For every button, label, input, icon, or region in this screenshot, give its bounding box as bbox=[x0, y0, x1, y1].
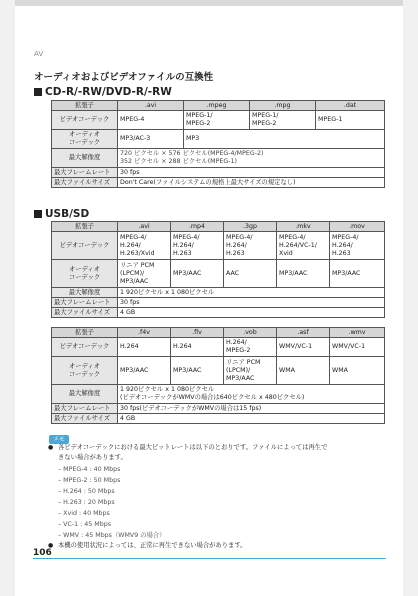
cell: MP3/AAC bbox=[118, 357, 171, 385]
memo-line-1: 各ビデオコーデックにおける最大ビットレートは以下のとおりです。ファイルによっては再生で bbox=[58, 444, 328, 451]
usb-heading-text: USB/SD bbox=[45, 208, 90, 220]
header-ext: 拡張子 bbox=[52, 101, 118, 111]
cd-heading-text: CD-R/-RW/DVD-R/-RW bbox=[45, 86, 172, 98]
header-cell: .f4v bbox=[118, 328, 171, 338]
header-cell: .vob bbox=[224, 328, 277, 338]
cell: MPEG-4 bbox=[118, 111, 184, 130]
row-label: 最大ファイルサイズ bbox=[52, 178, 118, 188]
header-ext: 拡張子 bbox=[52, 222, 118, 232]
cell: 1 920ピクセル x 1 080ピクセル bbox=[118, 288, 385, 298]
cell: H.264 bbox=[171, 338, 224, 357]
cell: 30 fps bbox=[118, 298, 385, 308]
memo-last-line: 本機の使用状況によっては、正常に再生できない場合があります。 bbox=[58, 542, 247, 549]
memo-badge: メモ bbox=[49, 435, 69, 444]
cell: 1 920ピクセル x 1 080ピクセル (ビデオコーデックがWMVの場合は640ピクセル x 480ピクセル) bbox=[118, 385, 385, 404]
cd-heading bbox=[34, 86, 172, 98]
bullet-icon: ● bbox=[48, 542, 54, 549]
cell: 720 ピクセル × 576 ピクセル(MPEG-4/MPEG-2) 352 ピクセル × 288 ピクセル(MPEG-1) bbox=[118, 149, 385, 168]
cell: MPEG-1/ MPEG-2 bbox=[250, 111, 316, 130]
rate-item: – VC-1 : 45 Mbps bbox=[58, 521, 111, 528]
cell: H.264/ MPEG-2 bbox=[224, 338, 277, 357]
cell: MP3/AAC bbox=[171, 357, 224, 385]
cell: MPEG-4/ H.264/ H.263/Xvid bbox=[118, 232, 171, 260]
cell: 4 GB bbox=[118, 414, 385, 424]
row-label: 最大フレームレート bbox=[52, 404, 118, 414]
cell: MPEG-4/ H.264/ H.263 bbox=[171, 232, 224, 260]
cell: MPEG-4/ H.264/VC-1/ Xvid bbox=[277, 232, 330, 260]
cell: WMV/VC-1 bbox=[277, 338, 330, 357]
rate-item: – H.264 : 50 Mbps bbox=[58, 488, 115, 495]
cell: MPEG-4/ H.264/ H.263 bbox=[224, 232, 277, 260]
row-label: 最大解像度 bbox=[52, 149, 118, 168]
row-label: 最大解像度 bbox=[52, 288, 118, 298]
cell: リニア PCM (LPCM)/ MP3/AAC bbox=[118, 260, 171, 288]
usb-heading bbox=[34, 208, 89, 220]
rate-item: – WMV : 45 Mbps（WMV9 の場合） bbox=[58, 532, 166, 539]
row-label: オーディオ コーデック bbox=[52, 260, 118, 288]
cell: MP3/AAC bbox=[171, 260, 224, 288]
heading-square-icon bbox=[34, 210, 42, 218]
page-number: 106 bbox=[33, 548, 52, 558]
row-label: 最大ファイルサイズ bbox=[52, 308, 118, 318]
usb-table-1 bbox=[51, 221, 385, 318]
section-tag: AV bbox=[34, 50, 44, 58]
cell: MPEG-1 bbox=[316, 111, 385, 130]
heading-square-icon bbox=[34, 88, 42, 96]
usb-table-2 bbox=[51, 327, 385, 424]
header-ext: 拡張子 bbox=[52, 328, 118, 338]
row-label: 最大ファイルサイズ bbox=[52, 414, 118, 424]
header-cell: .3gp bbox=[224, 222, 277, 232]
page-title: オーディオおよびビデオファイルの互換性 bbox=[34, 72, 214, 83]
rate-item: – MPEG-4 : 40 Mbps bbox=[58, 466, 121, 473]
header-cell: .avi bbox=[118, 101, 184, 111]
cell: WMA bbox=[330, 357, 385, 385]
rate-item: – Xvid : 40 Mbps bbox=[58, 510, 110, 517]
header-cell: .wmv bbox=[330, 328, 385, 338]
row-label: 最大フレームレート bbox=[52, 168, 118, 178]
row-label: オーディオ コーデック bbox=[52, 357, 118, 385]
row-label: ビデオコーデック bbox=[52, 338, 118, 357]
cell: WMA bbox=[277, 357, 330, 385]
cd-table bbox=[51, 100, 385, 188]
footer-divider bbox=[33, 558, 386, 559]
memo-line-2: きない場合があります。 bbox=[58, 454, 127, 461]
header-cell: .mp4 bbox=[171, 222, 224, 232]
cell: リニア PCM (LPCM)/ MP3/AAC bbox=[224, 357, 277, 385]
row-label: オーディオ コーデック bbox=[52, 130, 118, 149]
header-cell: .asf bbox=[277, 328, 330, 338]
header-cell: .mpeg bbox=[184, 101, 250, 111]
row-label: ビデオコーデック bbox=[52, 232, 118, 260]
header-cell: .mov bbox=[330, 222, 385, 232]
rate-item: – MPEG-2 : 50 Mbps bbox=[58, 477, 121, 484]
row-label: 最大フレームレート bbox=[52, 298, 118, 308]
header-cell: .flv bbox=[171, 328, 224, 338]
row-label: 最大解像度 bbox=[52, 385, 118, 404]
cell: 4 GB bbox=[118, 308, 385, 318]
bullet-icon: ● bbox=[48, 444, 54, 451]
cell: MP3/AAC bbox=[330, 260, 385, 288]
cell: WMV/VC-1 bbox=[330, 338, 385, 357]
cell: MPEG-4/ H.264/ H.263 bbox=[330, 232, 385, 260]
cell: AAC bbox=[224, 260, 277, 288]
header-cell: .mkv bbox=[277, 222, 330, 232]
rate-item: – H.263 : 20 Mbps bbox=[58, 499, 115, 506]
page-top-edge bbox=[15, 0, 403, 6]
cell: 30 fps bbox=[118, 168, 385, 178]
cell: MP3 bbox=[184, 130, 385, 149]
cell: MP3/AC-3 bbox=[118, 130, 184, 149]
header-cell: .avi bbox=[118, 222, 171, 232]
header-cell: .mpg bbox=[250, 101, 316, 111]
cell: MPEG-1/ MPEG-2 bbox=[184, 111, 250, 130]
cell: Don't Care(ファイルシステムの規格上最大サイズの規定なし) bbox=[118, 178, 385, 188]
header-cell: .dat bbox=[316, 101, 385, 111]
cell: H.264 bbox=[118, 338, 171, 357]
row-label: ビデオコーデック bbox=[52, 111, 118, 130]
cell: MP3/AAC bbox=[277, 260, 330, 288]
cell: 30 fps(ビデオコーデックがWMVの場合は15 fps) bbox=[118, 404, 385, 414]
